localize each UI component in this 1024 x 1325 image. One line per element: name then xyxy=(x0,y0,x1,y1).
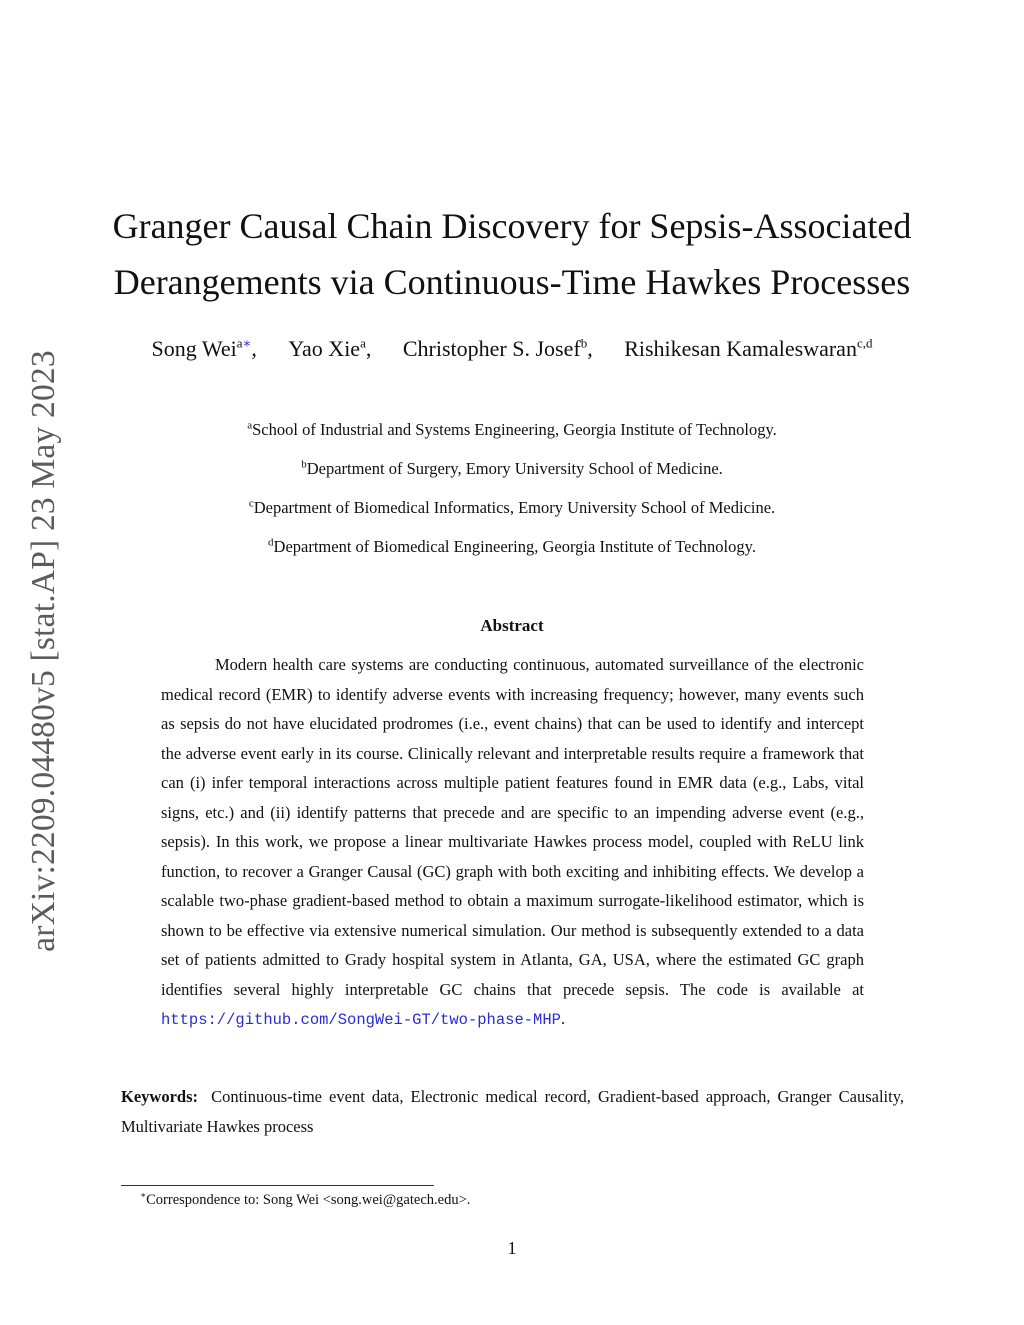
author-list xyxy=(60,334,964,364)
abstract-text: Modern health care systems are conducting continuous, automated surveillance of the electronic medical record (EMR) to identify adverse events with increasing frequency; however, many events such as sepsis do not have elucidated prodromes (i.e., event chains) that can be used to identify and intercept the adverse event early in its course. Clinically relevant and interpretable results require a framework that can (i) infer temporal interactions across multiple patient features found in EMR data (e.g., Labs, vital signs, etc.) and (ii) identify patterns that precede and are specific to an impending adverse event (e.g., sepsis). In this work, we propose a linear multivariate Hawkes process model, coupled with ReLU link function, to recover a Granger Causal (GC) graph with both exciting and inhibiting effects. We develop a scalable two-phase gradient-based method to obtain a maximum surrogate-likelihood estimator, which is shown to be effective via extensive numerical simulation. Our method is subsequently extended to a data set of patients admitted to Grady hospital system in Atlanta, GA, USA, where the estimated GC graph identifies several highly interpretable GC chains that precede sepsis. The code is available at xyxy=(161,655,864,999)
author-song-wei: Song Wei$^{a∗}$, xyxy=(151,335,257,361)
page-number: 1 xyxy=(507,1238,517,1258)
abstract-heading: Abstract xyxy=(480,616,544,635)
author-affil-mark: c,d xyxy=(856,335,873,351)
author-yao-xie: Yao Xie$^a$, xyxy=(288,335,372,361)
title-line-1: Granger Causal Chain Discovery for Sepsis-Associated xyxy=(112,206,912,246)
author-affil-mark: b xyxy=(580,335,588,351)
author-name: Yao Xie xyxy=(288,336,361,361)
footnote-text: Correspondence to: Song Wei <song.wei@gatech.edu>. xyxy=(146,1192,471,1208)
title-line-2: Derangements via Continuous-Time Hawkes Processes xyxy=(113,262,911,302)
keywords-label: Keywords: xyxy=(121,1087,198,1106)
affiliation-d: $^d$Department of Biomedical Engineering, Georgia Institute of Technology. xyxy=(268,536,756,556)
keywords xyxy=(121,1082,904,1142)
affiliation-b: $^b$Department of Surgery, Emory University School of Medicine. xyxy=(301,458,723,478)
code-repository-link[interactable]: https://github.com/SongWei-GT/two-phase-MHP xyxy=(161,1011,561,1029)
author-name: Rishikesan Kamaleswaran xyxy=(624,336,857,361)
correspondence-footnote xyxy=(140,1189,470,1211)
arxiv-identifier[interactable]: arXiv:2209.04480v5 [stat.AP] 23 May 2023 xyxy=(25,350,62,952)
affiliation-list xyxy=(60,416,964,572)
author-rishikesan-kamaleswaran xyxy=(624,334,872,364)
footnote-mark: ∗ xyxy=(140,1190,147,1201)
author-name: Christopher S. Josef xyxy=(402,336,581,361)
keywords-text: Continuous-time event data, Electronic medical record, Gradient-based approach, Granger Causality, Multivariate Hawkes process xyxy=(121,1087,904,1136)
footnote-rule xyxy=(121,1185,434,1186)
affiliation-c: $^c$Department of Biomedical Informatics, Emory University School of Medicine. xyxy=(248,497,776,517)
author-name: Song Wei xyxy=(151,336,237,361)
author-christopher-josef: Christopher S. Josef$^b$, xyxy=(402,335,593,361)
affiliation-a: $^a$School of Industrial and Systems Engineering, Georgia Institute of Technology. xyxy=(247,419,777,439)
author-affil-mark: a xyxy=(236,335,243,351)
paper-title xyxy=(80,198,944,310)
abstract-body: Modern health care systems are conducting continuous, automated surveillance of the electronic medical record (EMR) to identify adverse events with increasing frequency; however, many events such as sepsis do not have elucidated prodromes (i.e., event chains) that can be used to identify and intercept the adverse event early in its course. Clinically relevant and interpretable results require a framework that can (i) infer temporal interactions across multiple patient features found in EMR data (e.g., Labs, vital signs, etc.) and (ii) identify patterns that precede and are specific to an impending adverse event (e.g., sepsis). In this work, we propose a linear multivariate Hawkes process model, coupled with ReLU link function, to recover a Granger Causal (GC) graph with both exciting and inhibiting effects. We develop a scalable two-phase gradient-based method to obtain a maximum surrogate-likelihood estimator, which is shown to be effective via extensive numerical simulation. Our method is subsequently extended to a data set of patients admitted to Grady hospital system in Atlanta, GA, USA, where the estimated GC graph identifies several highly interpretable GC chains that precede sepsis. The code is available at https://github.com/SongWei-GT/two-phase-MHP. xyxy=(161,655,864,1029)
corresponding-author-link[interactable]: ∗ xyxy=(242,335,252,351)
author-affil-mark: a xyxy=(360,335,366,351)
